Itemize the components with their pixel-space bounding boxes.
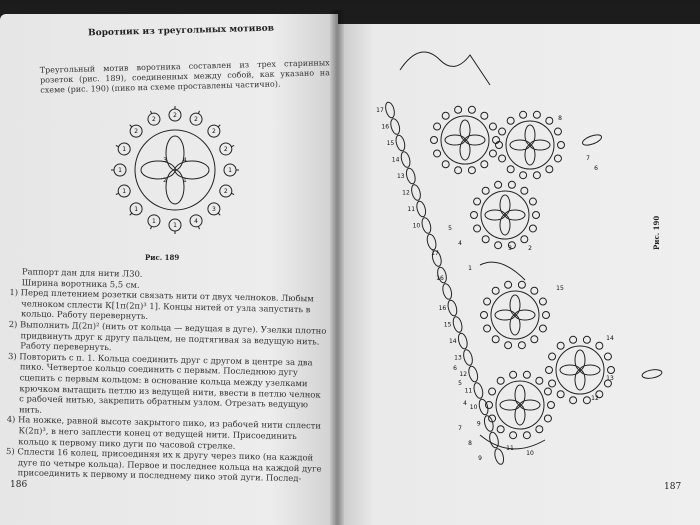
instructions-step: 3) Повторить с п. 1. Кольца соединить друг с другом в центре за два пико. Четвертое кольцо соединить с первым. Последнюю дугу сцепить с первым кольцом: в основание кольца между узелками крючком вытащить петлю из ведущей нити, ввести в петлю челнок с рабочей нитью, закрепить обратным узлом. Отрезать ведущую нить. <box>8 350 321 415</box>
diagram-small-ring <box>492 287 499 294</box>
diagram-small-ring <box>489 388 496 395</box>
diagram-number: 17 <box>431 250 439 257</box>
diagram-rosette-petal <box>580 365 600 375</box>
page-title: Воротник из треугольных мотивов <box>87 23 275 39</box>
diagram-small-ring <box>518 342 525 349</box>
diagram-rosette-petal <box>575 350 585 370</box>
diagram-top-scallop <box>400 52 490 85</box>
diagram-small-ring <box>529 225 536 232</box>
diagram-small-ring <box>570 336 577 343</box>
diagram-chain-ring <box>400 151 412 169</box>
diagram-small-ring <box>543 312 550 319</box>
diagram-small-ring <box>468 167 475 174</box>
instructions-line: Раппорт дан для нити Л30. <box>21 266 143 279</box>
diagram-number: 7 <box>586 155 590 162</box>
diagram-rosette-petal <box>465 135 485 145</box>
diagram-small-ring <box>507 117 514 124</box>
diagram-number: 9 <box>478 455 482 462</box>
instructions-step: 1) Перед плетением розетки связать нити от двух челноков. Любым челноком сплести К[1п(2п)³ 1]. Концы нитей от узла запустить в кольцо. Работу перевернуть. <box>9 287 314 322</box>
intro-paragraph: Треугольный мотив воротника составлен из трех старинных розеток (рис. 189), соединенных между собой, как указано на схеме (рис. 190) (пико на схеме проставлены частично). <box>39 58 331 95</box>
diagram-rosette-petal <box>575 370 585 390</box>
diagram-small-ring <box>482 236 489 243</box>
diagram-rosette-petal <box>510 295 520 315</box>
diagram-small-ring <box>484 298 491 305</box>
diagram-chain-ring <box>457 332 469 350</box>
collar-diagram <box>360 40 680 480</box>
diagram-small-ring <box>554 128 561 135</box>
rosette-diagram <box>100 95 250 245</box>
diagram-rosette-petal <box>500 215 510 235</box>
diagram-small-ring <box>442 112 449 119</box>
diagram-small-ring <box>533 111 540 118</box>
diagram-chain-ring <box>410 184 422 202</box>
rosette-picot <box>218 125 220 127</box>
rosette-number: 3 <box>211 205 216 213</box>
diagram-small-ring <box>557 342 564 349</box>
diagram-small-ring <box>523 432 530 439</box>
diagram-number: 12 <box>402 189 410 197</box>
diagram-rosette-petal <box>530 140 550 150</box>
diagram-small-ring <box>481 112 488 119</box>
diagram-rosette-petal <box>485 210 505 220</box>
diagram-small-ring <box>554 155 561 162</box>
diagram-number: 8 <box>468 440 472 447</box>
instructions-line: Ширина воротника 5,5 см. <box>21 276 140 290</box>
rosette-number: 1 <box>152 217 156 225</box>
diagram-chain-ring <box>462 349 474 367</box>
diagram-rosette-petal <box>495 310 515 320</box>
rosette-number: 4 <box>182 157 187 165</box>
figure-189-label: Рис. 189 <box>145 253 180 262</box>
diagram-small-ring <box>546 367 553 374</box>
diagram-small-ring <box>495 242 502 249</box>
diagram-number: 3 <box>508 245 512 252</box>
diagram-rosette-petal <box>500 195 510 215</box>
diagram-number: 4 <box>458 240 462 247</box>
rosette-number: 2 <box>134 128 139 136</box>
diagram-number: 10 <box>526 450 534 457</box>
rosette-picot <box>116 193 119 194</box>
diagram-small-ring <box>583 397 590 404</box>
diagram-number: 10 <box>469 404 478 411</box>
diagram-number: 14 <box>391 156 400 164</box>
diagram-rosette-petal <box>515 310 535 320</box>
diagram-small-ring <box>499 155 506 162</box>
diagram-chain-ring <box>467 365 479 383</box>
diagram-number: 13 <box>396 173 405 180</box>
diagram-chain-ring <box>394 134 406 152</box>
diagram-rosette-petal <box>515 405 525 425</box>
diagram-number: 12 <box>591 395 599 402</box>
rosette-picot <box>116 146 119 147</box>
diagram-number: 14 <box>448 338 457 345</box>
instructions-step: 5) Сплести 16 колец, присоединяя их к другу через пико (на каждой дуге по четыре кольца). Первое и последнее кольца на каждой дуге присоединить к первому и последнему пико этой дуги. Послед- <box>6 446 322 484</box>
diagram-chain-ring <box>426 233 438 251</box>
diagram-small-ring <box>507 166 514 173</box>
diagram-small-ring <box>531 287 538 294</box>
rosette-picot <box>151 226 152 229</box>
diagram-small-ring <box>508 181 515 188</box>
diagram-number: 5 <box>458 380 462 387</box>
diagram-number: 5 <box>448 225 452 232</box>
diagram-small-ring <box>608 367 615 374</box>
diagram-number: 8 <box>558 115 562 122</box>
rosette-picot <box>198 226 199 229</box>
diagram-small-ring <box>455 106 462 113</box>
diagram-rosette-petal <box>500 400 520 410</box>
diagram-rosette-petal <box>460 140 470 160</box>
diagram-small-ring <box>486 402 493 409</box>
diagram-small-ring <box>474 198 481 205</box>
diagram-small-ring <box>549 353 556 360</box>
rosette-number: 2 <box>211 128 216 136</box>
instructions-step: 2) Выполнить Д(2п)² (нить от кольца — ведущая в дуге). Узелки плотно придвинуть друг к другу пальцем, не подтягивая за ведущую нить. Работу перевернуть. <box>8 318 327 353</box>
diagram-rosette-petal <box>510 140 530 150</box>
diagram-rosette-petal <box>525 145 535 165</box>
diagram-small-ring <box>434 123 441 130</box>
rosette-picot <box>198 111 199 114</box>
rosette-number: 2 <box>194 116 198 124</box>
diagram-chain-ring <box>441 283 453 301</box>
rosette-number: 2 <box>163 176 168 184</box>
diagram-small-ring <box>548 402 555 409</box>
diagram-chain-ring <box>420 217 432 235</box>
rosette-petal <box>166 136 184 170</box>
diagram-number: 2 <box>528 245 532 252</box>
diagram-small-ring <box>492 336 499 343</box>
diagram-leaf <box>641 368 662 379</box>
diagram-chain-ring <box>389 118 401 136</box>
diagram-rosette-petal <box>505 210 525 220</box>
diagram-small-ring <box>570 397 577 404</box>
diagram-number: 13 <box>454 354 462 362</box>
diagram-number: 16 <box>438 305 447 312</box>
diagram-number: 16 <box>436 275 444 282</box>
rosette-number: 2 <box>223 188 228 196</box>
diagram-small-ring <box>596 342 603 349</box>
diagram-small-ring <box>482 187 489 194</box>
diagram-rosette-petal <box>460 120 470 140</box>
rosette-number: 1 <box>228 167 232 174</box>
diagram-number: 9 <box>476 420 481 428</box>
diagram-small-ring <box>539 298 546 305</box>
rosette-number: 2 <box>152 116 156 124</box>
figure-190-label: Рис. 190 <box>652 215 661 250</box>
diagram-small-ring <box>442 161 449 168</box>
diagram-chain-ring <box>478 398 490 416</box>
diagram-small-ring <box>489 123 496 130</box>
diagram-small-ring <box>481 312 488 319</box>
diagram-number: 13 <box>606 375 614 382</box>
diagram-small-ring <box>489 150 496 157</box>
diagram-small-ring <box>546 166 553 173</box>
diagram-small-ring <box>549 380 556 387</box>
rosette-number: 2 <box>173 112 177 119</box>
rosette-number: 1 <box>134 205 139 213</box>
diagram-small-ring <box>474 225 481 232</box>
diagram-small-ring <box>546 117 553 124</box>
diagram-number: 14 <box>606 335 614 342</box>
diagram-chain-ring <box>405 167 417 185</box>
diagram-number: 15 <box>386 140 395 147</box>
book-gutter <box>330 10 344 525</box>
rosette-picot <box>231 146 234 147</box>
diagram-rosette-petal <box>515 385 525 405</box>
diagram-small-ring <box>533 172 540 179</box>
diagram-small-ring <box>544 415 551 422</box>
diagram-small-ring <box>521 236 528 243</box>
diagram-small-ring <box>533 212 540 219</box>
rosette-picot <box>130 125 132 127</box>
rosette-number: 1 <box>182 176 187 184</box>
instructions-step: 4) На ножке, равной высоте закрытого пико, из рабочей нити сплести К(2п)³, в него заплести конец от ведущей нити. Присоединить кольцо к первому пико дуги по часовой стрелке. <box>6 414 322 451</box>
diagram-number: 16 <box>381 123 390 131</box>
diagram-small-ring <box>497 377 504 384</box>
diagram-number: 15 <box>443 321 452 329</box>
diagram-small-ring <box>510 371 517 378</box>
diagram-small-ring <box>495 181 502 188</box>
diagram-small-ring <box>539 325 546 332</box>
rosette-number: 3 <box>163 157 168 165</box>
diagram-number: 15 <box>556 285 564 292</box>
rosette-number: 4 <box>194 217 198 225</box>
diagram-arc <box>480 262 525 280</box>
diagram-number: 6 <box>453 365 457 372</box>
diagram-small-ring <box>529 198 536 205</box>
diagram-number: 12 <box>459 371 468 378</box>
diagram-small-ring <box>499 128 506 135</box>
diagram-small-ring <box>521 187 528 194</box>
diagram-small-ring <box>523 371 530 378</box>
diagram-number: 11 <box>506 445 514 452</box>
diagram-small-ring <box>544 388 551 395</box>
diagram-number: 7 <box>458 425 462 432</box>
diagram-rosette-petal <box>445 135 465 145</box>
diagram-number: 10 <box>412 222 421 230</box>
rosette-number: 1 <box>173 222 177 229</box>
right-page-number: 187 <box>664 482 682 492</box>
diagram-leaf <box>581 133 603 147</box>
rosette-number: 1 <box>122 188 127 196</box>
rosette-number: 2 <box>223 145 228 153</box>
diagram-number: 11 <box>464 387 473 395</box>
diagram-small-ring <box>505 281 512 288</box>
diagram-small-ring <box>520 172 527 179</box>
left-page-number: 186 <box>10 480 28 490</box>
diagram-chain-ring <box>493 448 505 466</box>
diagram-small-ring <box>434 150 441 157</box>
diagram-small-ring <box>455 167 462 174</box>
diagram-number: 4 <box>463 400 467 407</box>
diagram-chain-ring <box>415 200 427 218</box>
diagram-chain-ring <box>472 382 484 400</box>
diagram-rosette-petal <box>520 400 540 410</box>
rosette-picot <box>130 213 132 215</box>
diagram-rosette-petal <box>560 365 580 375</box>
diagram-number: 6 <box>594 165 598 172</box>
diagram-small-ring <box>481 161 488 168</box>
rosette-petal <box>141 161 175 179</box>
rosette-number: 1 <box>118 167 122 174</box>
diagram-small-ring <box>510 432 517 439</box>
rosette-picot <box>231 193 234 194</box>
diagram-small-ring <box>604 353 611 360</box>
diagram-small-ring <box>557 391 564 398</box>
rosette-picot <box>218 213 220 215</box>
diagram-small-ring <box>471 212 478 219</box>
diagram-small-ring <box>468 106 475 113</box>
diagram-small-ring <box>536 426 543 433</box>
diagram-rosette-petal <box>510 315 520 335</box>
diagram-small-ring <box>558 142 565 149</box>
diagram-chain-ring <box>446 299 458 317</box>
diagram-small-ring <box>431 137 438 144</box>
diagram-chain-ring <box>384 101 396 119</box>
diagram-small-ring <box>531 336 538 343</box>
diagram-small-ring <box>520 111 527 118</box>
rosette-picot <box>151 111 152 114</box>
diagram-small-ring <box>484 325 491 332</box>
rosette-petal <box>166 170 184 204</box>
rosette-number: 1 <box>122 145 127 153</box>
diagram-small-ring <box>505 342 512 349</box>
diagram-small-ring <box>583 336 590 343</box>
diagram-number: 17 <box>376 107 384 114</box>
diagram-chain-ring <box>452 316 464 334</box>
diagram-number: 11 <box>407 206 416 213</box>
diagram-rosette-petal <box>525 125 535 145</box>
diagram-small-ring <box>536 377 543 384</box>
diagram-number: 1 <box>468 265 472 272</box>
diagram-small-ring <box>497 426 504 433</box>
rosette-petal <box>175 161 209 179</box>
instructions-text <box>4 266 328 485</box>
diagram-small-ring <box>518 281 525 288</box>
